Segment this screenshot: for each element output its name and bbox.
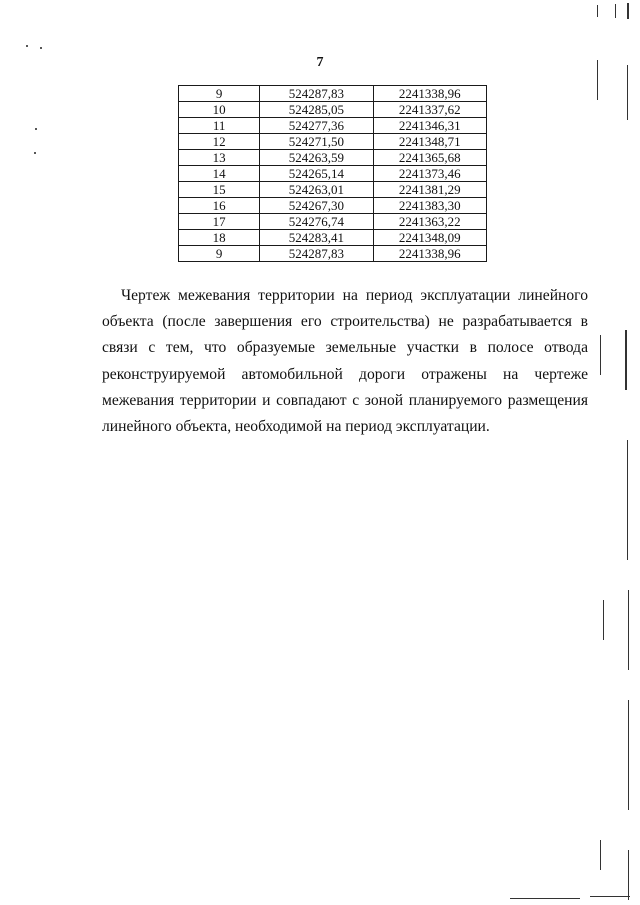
table-row	[179, 150, 487, 166]
scan-speck	[35, 128, 37, 130]
coordinates-table-body	[179, 86, 487, 262]
point-number-cell: 10	[179, 102, 260, 118]
x-coordinate-cell: 524271,50	[260, 134, 373, 150]
y-coordinate-cell: 2241346,31	[373, 118, 486, 134]
page-number: 7	[316, 55, 324, 70]
body-paragraph: Чертеж межевания территории на период эксплуатации линейного объекта (после завершения его строительства) не разрабатывается в связи с тем, что образуемые земельные участки в полосе отвода реконструируемой автомобильной дороги отражены на чертеже межевания территории и совпадают с зоной планируемого размещения линейного объекта, необходимой на период эксплуатации.	[102, 287, 588, 436]
scan-edge-mark	[627, 440, 628, 560]
point-number-cell: 12	[179, 134, 260, 150]
table-row	[179, 118, 487, 134]
coordinates-table	[178, 85, 487, 262]
x-coordinate-cell: 524287,83	[260, 86, 373, 102]
x-coordinate-cell: 524277,36	[260, 118, 373, 134]
x-coordinate-cell: 524263,01	[260, 182, 373, 198]
table-row	[179, 230, 487, 246]
table-row	[179, 198, 487, 214]
scan-speck	[26, 45, 28, 47]
table-row	[179, 134, 487, 150]
y-coordinate-cell: 2241348,09	[373, 230, 486, 246]
scan-edge-mark	[625, 330, 627, 390]
scan-edge-mark	[590, 896, 630, 897]
x-coordinate-cell: 524283,41	[260, 230, 373, 246]
y-coordinate-cell: 2241348,71	[373, 134, 486, 150]
table-row	[179, 246, 487, 262]
table-row	[179, 86, 487, 102]
scan-edge-mark	[600, 335, 601, 375]
y-coordinate-cell: 2241383,30	[373, 198, 486, 214]
point-number-cell: 9	[179, 86, 260, 102]
scan-edge-mark	[603, 600, 604, 640]
point-number-cell: 14	[179, 166, 260, 182]
y-coordinate-cell: 2241338,96	[373, 246, 486, 262]
y-coordinate-cell: 2241373,46	[373, 166, 486, 182]
scan-edge-mark	[600, 840, 601, 870]
x-coordinate-cell: 524287,83	[260, 246, 373, 262]
point-number-cell: 11	[179, 118, 260, 134]
y-coordinate-cell: 2241365,68	[373, 150, 486, 166]
table-row	[179, 102, 487, 118]
scan-edge-mark	[627, 65, 628, 120]
table-row	[179, 214, 487, 230]
y-coordinate-cell: 2241363,22	[373, 214, 486, 230]
point-number-cell: 13	[179, 150, 260, 166]
y-coordinate-cell: 2241337,62	[373, 102, 486, 118]
scan-edge-mark	[627, 3, 629, 19]
scan-edge-mark	[628, 590, 629, 670]
y-coordinate-cell: 2241381,29	[373, 182, 486, 198]
point-number-cell: 17	[179, 214, 260, 230]
point-number-cell: 18	[179, 230, 260, 246]
scan-edge-mark	[628, 850, 629, 900]
scan-edge-mark	[628, 700, 629, 810]
table-row	[179, 166, 487, 182]
scan-edge-mark	[615, 4, 616, 18]
scan-edge-mark	[510, 898, 580, 899]
scan-edge-mark	[597, 5, 598, 17]
scan-speck	[40, 47, 42, 49]
x-coordinate-cell: 524265,14	[260, 166, 373, 182]
x-coordinate-cell: 524285,05	[260, 102, 373, 118]
x-coordinate-cell: 524263,59	[260, 150, 373, 166]
scan-speck	[34, 152, 36, 154]
point-number-cell: 16	[179, 198, 260, 214]
x-coordinate-cell: 524276,74	[260, 214, 373, 230]
scan-edge-mark	[597, 60, 598, 100]
point-number-cell: 9	[179, 246, 260, 262]
x-coordinate-cell: 524267,30	[260, 198, 373, 214]
y-coordinate-cell: 2241338,96	[373, 86, 486, 102]
point-number-cell: 15	[179, 182, 260, 198]
table-row	[179, 182, 487, 198]
